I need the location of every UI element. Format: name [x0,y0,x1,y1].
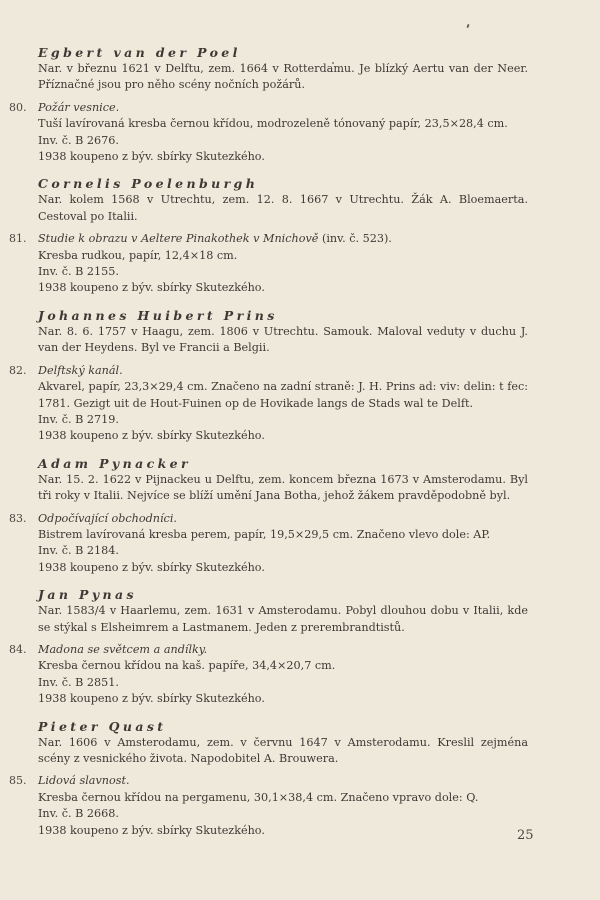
artist-section [0,455,600,576]
entry-number: 82. [9,363,27,377]
artist-section [0,44,600,165]
artist-name: Jan Pynas [38,587,137,603]
artist-bio: Nar. kolem 1568 v Utrechtu, zem. 12. 8. 1667 v Utrechtu. Žák A. Bloemaerta. Cestoval po Italii. [38,193,528,223]
entry-inventory: Inv. č. B 2719. [38,412,119,426]
artist-section [0,175,600,296]
entry-title: Lidová slavnost. [38,774,130,788]
catalog-entry [0,231,600,297]
entry-inventory: Inv. č. B 2676. [38,133,119,147]
artist-name: Pieter Quast [38,718,167,734]
entry-number: 85. [9,774,27,788]
entry-number: 81. [9,232,27,246]
artist-bio: Nar. 1583/4 v Haarlemu, zem. 1631 v Amsterodamu. Pobyl dlouhou dobu v Italii, kde se stýkal s Elsheimrem a Lastmanem. Jeden z prerembrandtistů. [38,604,528,634]
entry-medium: Bistrem lavírovaná kresba perem, papír, 19,5×29,5 cm. Značeno vlevo dole: AP. [38,527,491,541]
artist-name: Cornelis Poelenburgh [38,176,259,192]
artist-bio: Nar. v březnu 1621 v Delftu, zem. 1664 v Rotterdamu. Je blízký Aertu van der Neer. Příznačné jsou pro něho scény nočních požárů. [38,62,528,92]
entry-number: 83. [9,511,27,525]
entry-medium: Tuší lavírovaná kresba černou křídou, modrozeleně tónovaný papír, 23,5×28,4 cm. [38,117,508,131]
catalog-entry [0,363,600,445]
entry-medium: Kresba černou křídou na kaš. papíře, 34,4×20,7 cm. [38,659,336,673]
entry-medium: Kresba rudkou, papír, 12,4×18 cm. [38,248,238,262]
entry-inventory: Inv. č. B 2184. [38,544,119,558]
entry-title: Delftský kanál. [38,363,123,377]
entry-medium: Kresba černou křídou na pergamenu, 30,1×38,4 cm. Značeno vpravo dole: Q. [38,790,479,804]
entry-provenance: 1938 koupeno z býv. sbírky Skutezkého. [38,429,265,443]
artist-bio: Nar. 15. 2. 1622 v Pijnackeu u Delftu, zem. koncem března 1673 v Amsterodamu. Byl tři roky v Italii. Nejvíce se blíží umění Jana Botha, jehož žákem pravděpodobně byl. [38,472,528,503]
entry-number: 80. [9,100,27,114]
entry-medium: Akvarel, papír, 23,3×29,4 cm. Značeno na zadní straně: J. H. Prins ad: viv: delin: t fec: 1781. Gezigt uit de Hout-Fuinen op de Hovikade langs de Stads wal te Delft. [38,380,528,410]
artist-section [0,718,600,839]
page-content [0,44,600,849]
entry-inventory: Inv. č. B 2851. [38,675,119,689]
entry-provenance: 1938 koupeno z býv. sbírky Skutezkého. [38,692,265,706]
catalog-entry [0,642,600,708]
page-number: 25 [517,828,534,843]
artist-bio: Nar. 1606 v Amsterodamu, zem. v červnu 1647 v Amsterodamu. Kreslil zejména scény z vesnického života. Napodobitel A. Brouwera. [38,735,528,765]
entry-provenance: 1938 koupeno z býv. sbírky Skutezkého. [38,150,265,164]
entry-provenance: 1938 koupeno z býv. sbírky Skutezkého. [38,281,265,295]
entry-provenance: 1938 koupeno z býv. sbírky Skutezkého. [38,560,265,574]
artist-section [0,307,600,445]
entry-provenance: 1938 koupeno z býv. sbírky Skutezkého. [38,823,265,837]
catalog-entry [0,511,600,577]
entry-title: Požár vesnice. [38,100,120,114]
entry-inventory: Inv. č. B 2155. [38,265,119,279]
entry-title-text: Studie k obrazu v Aeltere Pinakothek v Mnichově [38,232,319,246]
entry-number: 84. [9,642,27,656]
artist-bio: Nar. 8. 6. 1757 v Haagu, zem. 1806 v Utrechtu. Samouk. Maloval veduty v duchu J. van der Heydens. Byl ve Francii a Belgii. [38,324,528,355]
entry-title: Madona se světcem a andílky. [38,642,208,656]
entry-title [0,231,600,247]
catalog-entry [0,773,600,839]
artist-section [0,586,600,707]
artist-name: Johannes Huibert Prins [38,307,278,323]
paper-speck [466,24,469,28]
artist-name: Egbert van der Poel [38,45,241,60]
entry-inventory: Inv. č. B 2668. [38,807,119,821]
catalog-entry [0,100,600,166]
entry-title-suffix: (inv. č. 523). [318,232,392,246]
entry-title: Odpočívající obchodníci. [38,511,177,525]
artist-name: Adam Pynacker [38,455,191,471]
